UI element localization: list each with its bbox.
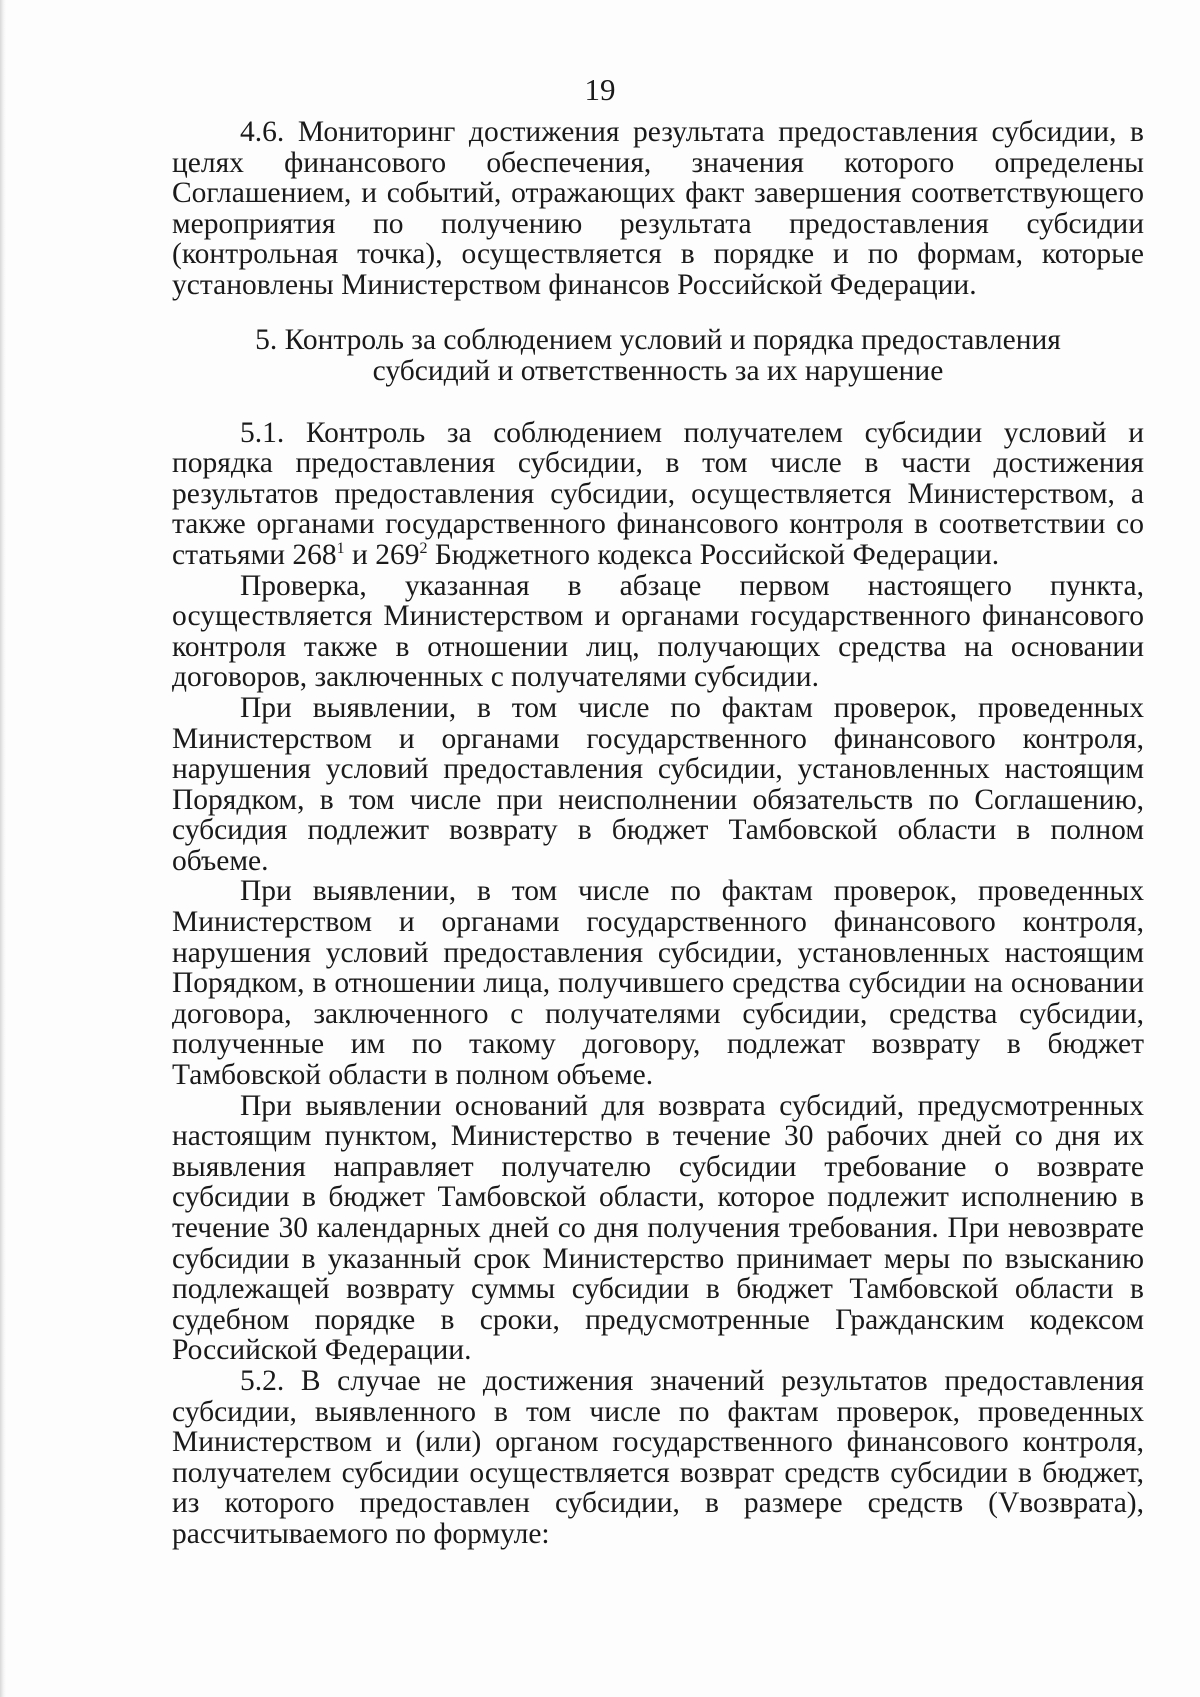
section-heading-line-1: 5. Контроль за соблюдением условий и порядка предоставления <box>255 323 1061 356</box>
footnote-superscript-2: 2 <box>419 540 428 558</box>
document-body <box>172 117 1144 1550</box>
paragraph-5-1-text-after: Бюджетного кодекса Российской Федерации. <box>427 538 1000 571</box>
paragraph-4-6: 4.6. Мониторинг достижения результата предоставления субсидии, в целях финансового обеспечения, значения которого определены Соглашением, и событий, отражающих факт завершения соответствующего мероприятия по получению результата предоставления субсидии (контрольная точка), осуществляется в порядке и по формам, которые установлены Министерством финансов Российской Федерации. <box>172 116 1144 301</box>
paragraph-5-1 <box>172 418 1144 571</box>
scan-edge-shadow <box>0 0 6 1697</box>
page-number: 19 <box>584 72 616 107</box>
paragraph-5-1-text-before: 5.1. Контроль за соблюдением получателем субсидии условий и порядка предоставления субсидии, в том числе в части достижения результатов предоставления субсидии, осуществляется Министерством, а также органами государственного финансового контроля в соответствии со статьями 268 <box>172 416 1144 571</box>
paragraph-violation-return: При выявлении, в том числе по фактам проверок, проведенных Министерством и органами государственного финансового контроля, нарушения условий предоставления субсидии, установленных настоящим Порядком, в том числе при неисполнении обязательств по Соглашению, субсидия подлежит возврату в бюджет Тамбовской области в полном объеме. <box>172 691 1144 877</box>
section-heading <box>172 325 1144 387</box>
paragraph-verification: Проверка, указанная в абзаце первом настоящего пункта, осуществляется Министерством и органами государственного финансового контроля также в отношении лиц, получающих средства на основании договоров, заключенных с получателями субсидии. <box>172 569 1144 694</box>
footnote-superscript-1: 1 <box>336 540 345 558</box>
paragraph-5-2: 5.2. В случае не достижения значений результатов предоставления субсидии, выявленного в том числе по фактам проверок, проведенных Министерством и (или) органом государственного финансового контроля, получателем субсидии осуществляется возврат средств субсидии в бюджет, из которого предоставлен субсидии, в размере средств (Vвозврата), рассчитываемого по формуле: <box>172 1364 1144 1550</box>
paragraph-contractor-return: При выявлении, в том числе по фактам проверок, проведенных Министерством и органами государственного финансового контроля, нарушения условий предоставления субсидии, установленных настоящим Порядком, в отношении лица, получившего средства субсидии на основании договора, заключенного с получателями субсидии, средства субсидии, полученные им по такому договору, подлежат возврату в бюджет Тамбовской области в полном объеме. <box>172 875 1144 1092</box>
section-heading-line-2: субсидий и ответственность за их нарушение <box>372 354 944 387</box>
paragraph-5-1-text-middle: и 269 <box>344 538 420 571</box>
paragraph-return-demand: При выявлении оснований для возврата субсидий, предусмотренных настоящим пунктом, Министерство в течение 30 рабочих дней со дня их выявления направляет получателю субсидии требование о возврате субсидии в бюджет Тамбовской области, которое подлежит исполнению в течение 30 календарных дней со дня получения требования. При невозврате субсидии в указанный срок Министерство принимает меры по взысканию подлежащей возврату суммы субсидии в бюджет Тамбовской области в судебном порядке в сроки, предусмотренные Гражданским кодексом Российской Федерации. <box>172 1089 1144 1367</box>
